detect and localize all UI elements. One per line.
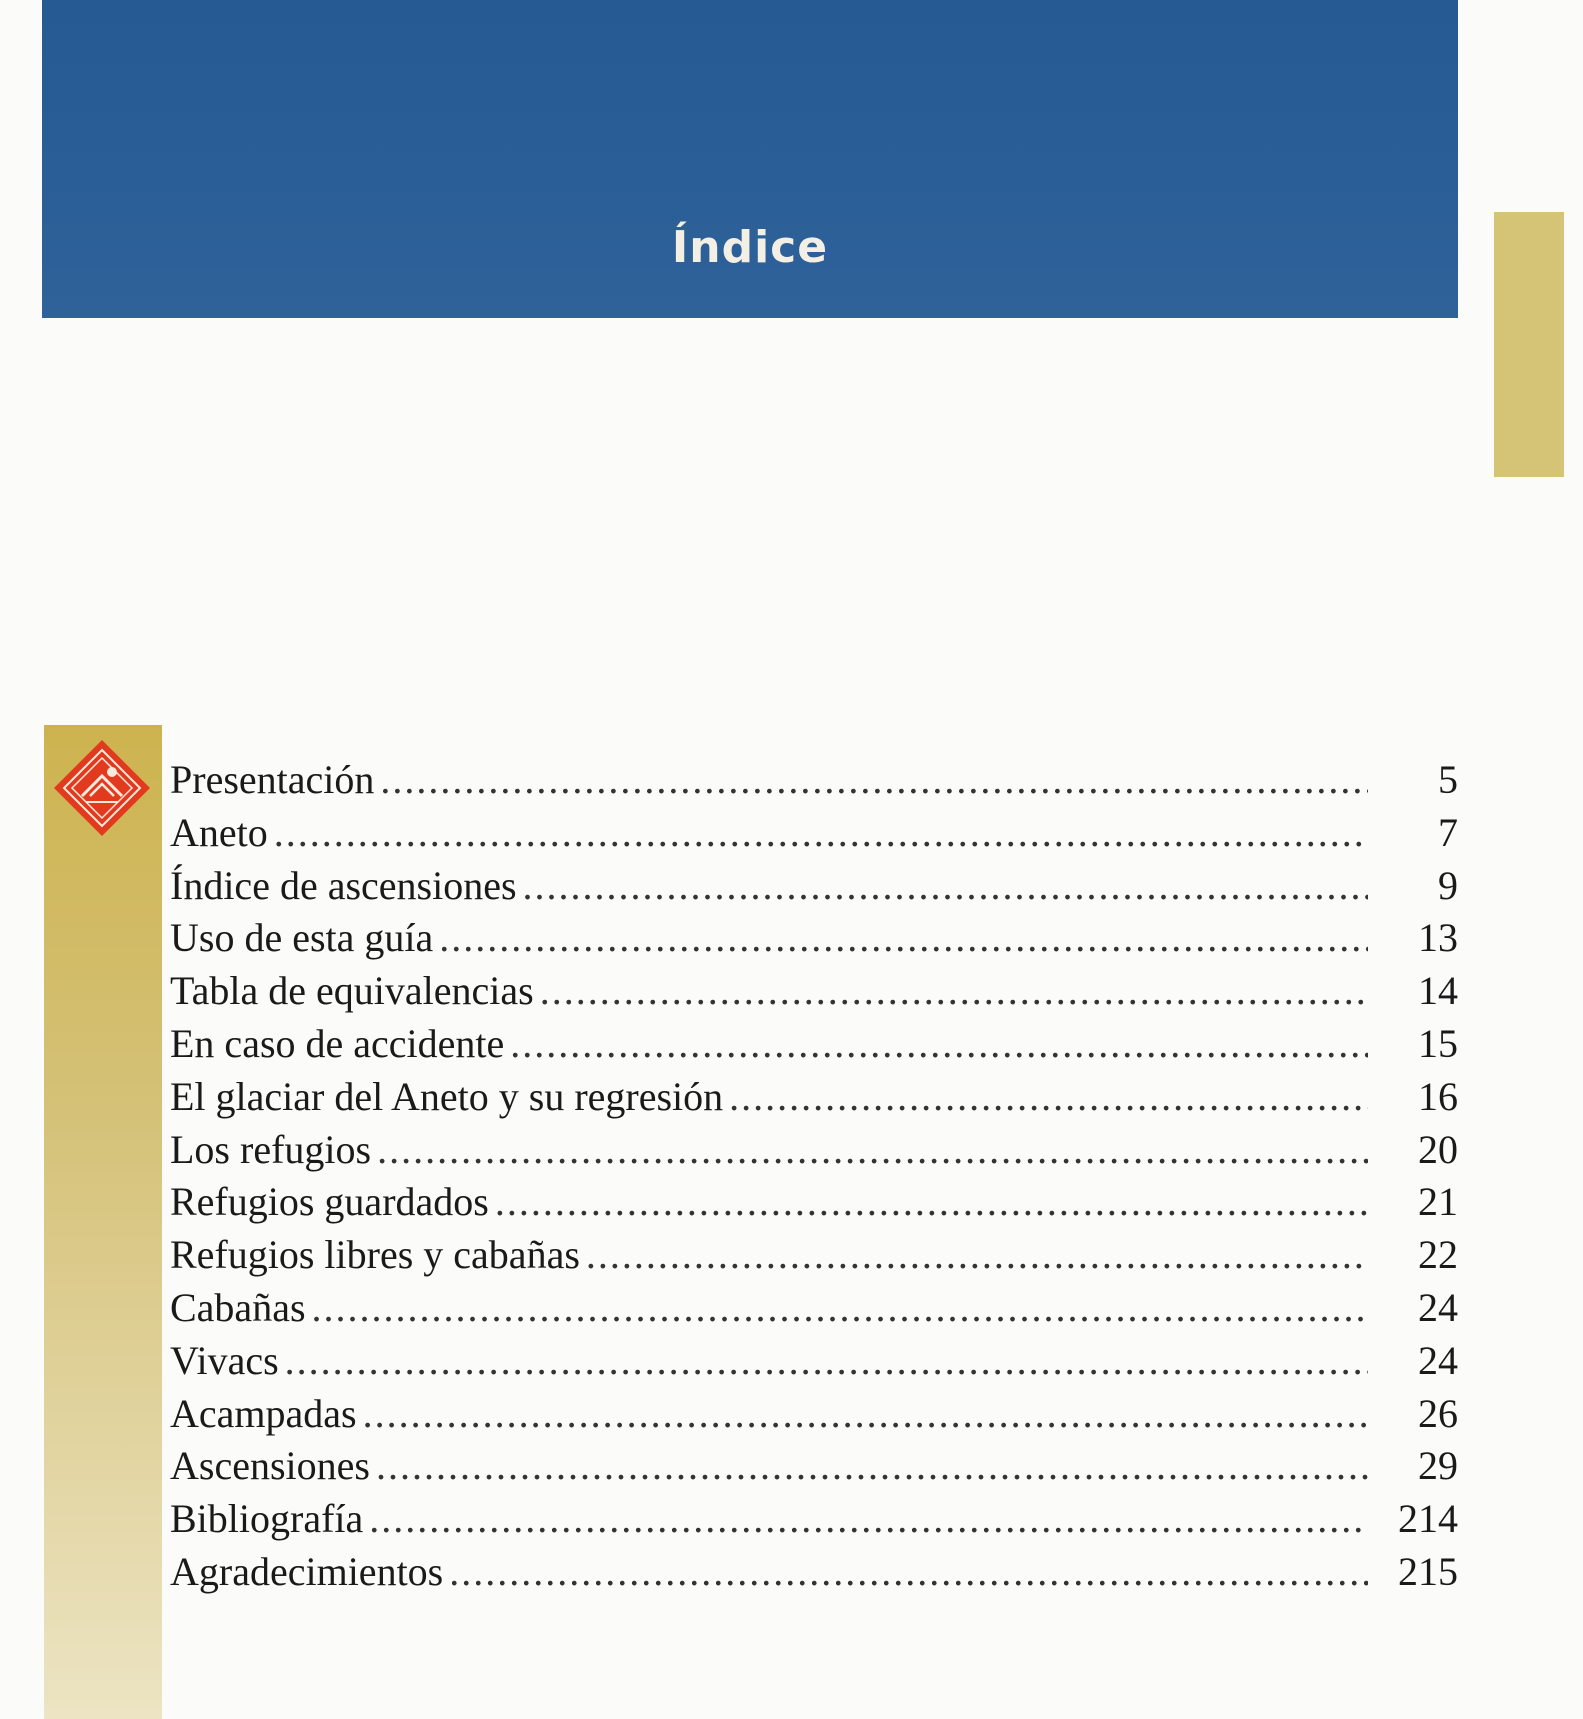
red-diamond-emblem-icon	[52, 738, 152, 838]
toc-entry-title: Acampadas	[170, 1390, 357, 1436]
toc-entry-page: 24	[1418, 1337, 1458, 1383]
dot-leader	[369, 1495, 1368, 1542]
toc-entry[interactable]	[170, 1442, 1458, 1495]
dot-leader	[363, 1390, 1368, 1437]
dot-leader	[274, 809, 1368, 856]
toc-entry-title: Agradecimientos	[170, 1548, 444, 1594]
toc-entry-page: 20	[1418, 1126, 1458, 1172]
toc-entry-page: 9	[1438, 862, 1458, 908]
toc-entry[interactable]	[170, 1390, 1458, 1443]
toc-entry-page: 5	[1438, 757, 1458, 802]
toc-entry-title: Índice de ascensiones	[170, 862, 517, 908]
toc-entry-page: 13	[1418, 915, 1458, 961]
page-title: Índice	[671, 222, 829, 273]
toc-entry[interactable]	[170, 1126, 1458, 1179]
toc-entry-page: 15	[1418, 1020, 1458, 1066]
toc-entry[interactable]	[170, 756, 1458, 809]
header-band	[42, 0, 1458, 318]
dot-leader	[523, 862, 1368, 909]
toc-entry-page: 215	[1398, 1548, 1458, 1594]
toc-entry-title: Los refugios	[170, 1126, 372, 1172]
toc-entry-title: Cabañas	[170, 1284, 306, 1330]
dot-leader	[312, 1284, 1368, 1331]
toc-entry-title: Uso de esta guía	[170, 915, 434, 961]
toc-entry[interactable]	[170, 809, 1458, 862]
toc-entry[interactable]	[170, 1284, 1458, 1337]
side-strip	[44, 725, 162, 1719]
toc-entry[interactable]	[170, 1548, 1458, 1601]
toc-entry-title: En caso de accidente	[170, 1020, 505, 1066]
toc-entry[interactable]	[170, 1231, 1458, 1284]
dot-leader	[376, 1442, 1368, 1489]
toc-entry[interactable]	[170, 1337, 1458, 1390]
toc-entry-page: 24	[1418, 1284, 1458, 1330]
toc-entry[interactable]	[170, 967, 1458, 1020]
dot-leader	[449, 1548, 1368, 1595]
toc-entry-page: 14	[1418, 968, 1458, 1014]
toc-entry-page: 7	[1438, 809, 1458, 855]
toc-entry-title: El glaciar del Aneto y su regresión	[170, 1073, 724, 1119]
dot-leader	[540, 967, 1368, 1014]
toc-entry[interactable]	[170, 1495, 1458, 1548]
toc-entry-page: 16	[1418, 1073, 1458, 1119]
dot-leader	[586, 1231, 1368, 1278]
section-tab	[1494, 212, 1564, 477]
toc-entry[interactable]	[170, 862, 1458, 915]
toc-entry[interactable]	[170, 1073, 1458, 1126]
toc-entry[interactable]	[170, 1020, 1458, 1073]
table-of-contents	[170, 756, 1458, 1601]
toc-entry-title: Refugios libres y cabañas	[170, 1232, 580, 1278]
toc-entry-title: Tabla de equivalencias	[170, 968, 534, 1014]
toc-entry-title: Ascensiones	[170, 1443, 370, 1489]
dot-leader	[439, 914, 1368, 961]
dot-leader	[377, 1126, 1368, 1173]
toc-entry-page: 21	[1418, 1179, 1458, 1225]
dot-leader	[285, 1337, 1368, 1384]
toc-entry-page: 29	[1418, 1443, 1458, 1489]
toc-entry[interactable]	[170, 1178, 1458, 1231]
dot-leader	[510, 1020, 1368, 1067]
toc-entry-page: 22	[1418, 1232, 1458, 1278]
toc-entry-page: 26	[1418, 1390, 1458, 1436]
toc-entry-title: Bibliografía	[170, 1496, 364, 1542]
toc-entry-title: Presentación	[170, 757, 375, 802]
toc-entry-title: Aneto	[170, 809, 268, 855]
toc-entry-title: Vivacs	[170, 1337, 279, 1383]
toc-entry-page: 214	[1398, 1496, 1458, 1542]
dot-leader	[729, 1073, 1368, 1120]
toc-entry-title: Refugios guardados	[170, 1179, 489, 1225]
toc-entry[interactable]	[170, 914, 1458, 967]
dot-leader	[380, 756, 1368, 803]
dot-leader	[495, 1178, 1368, 1225]
